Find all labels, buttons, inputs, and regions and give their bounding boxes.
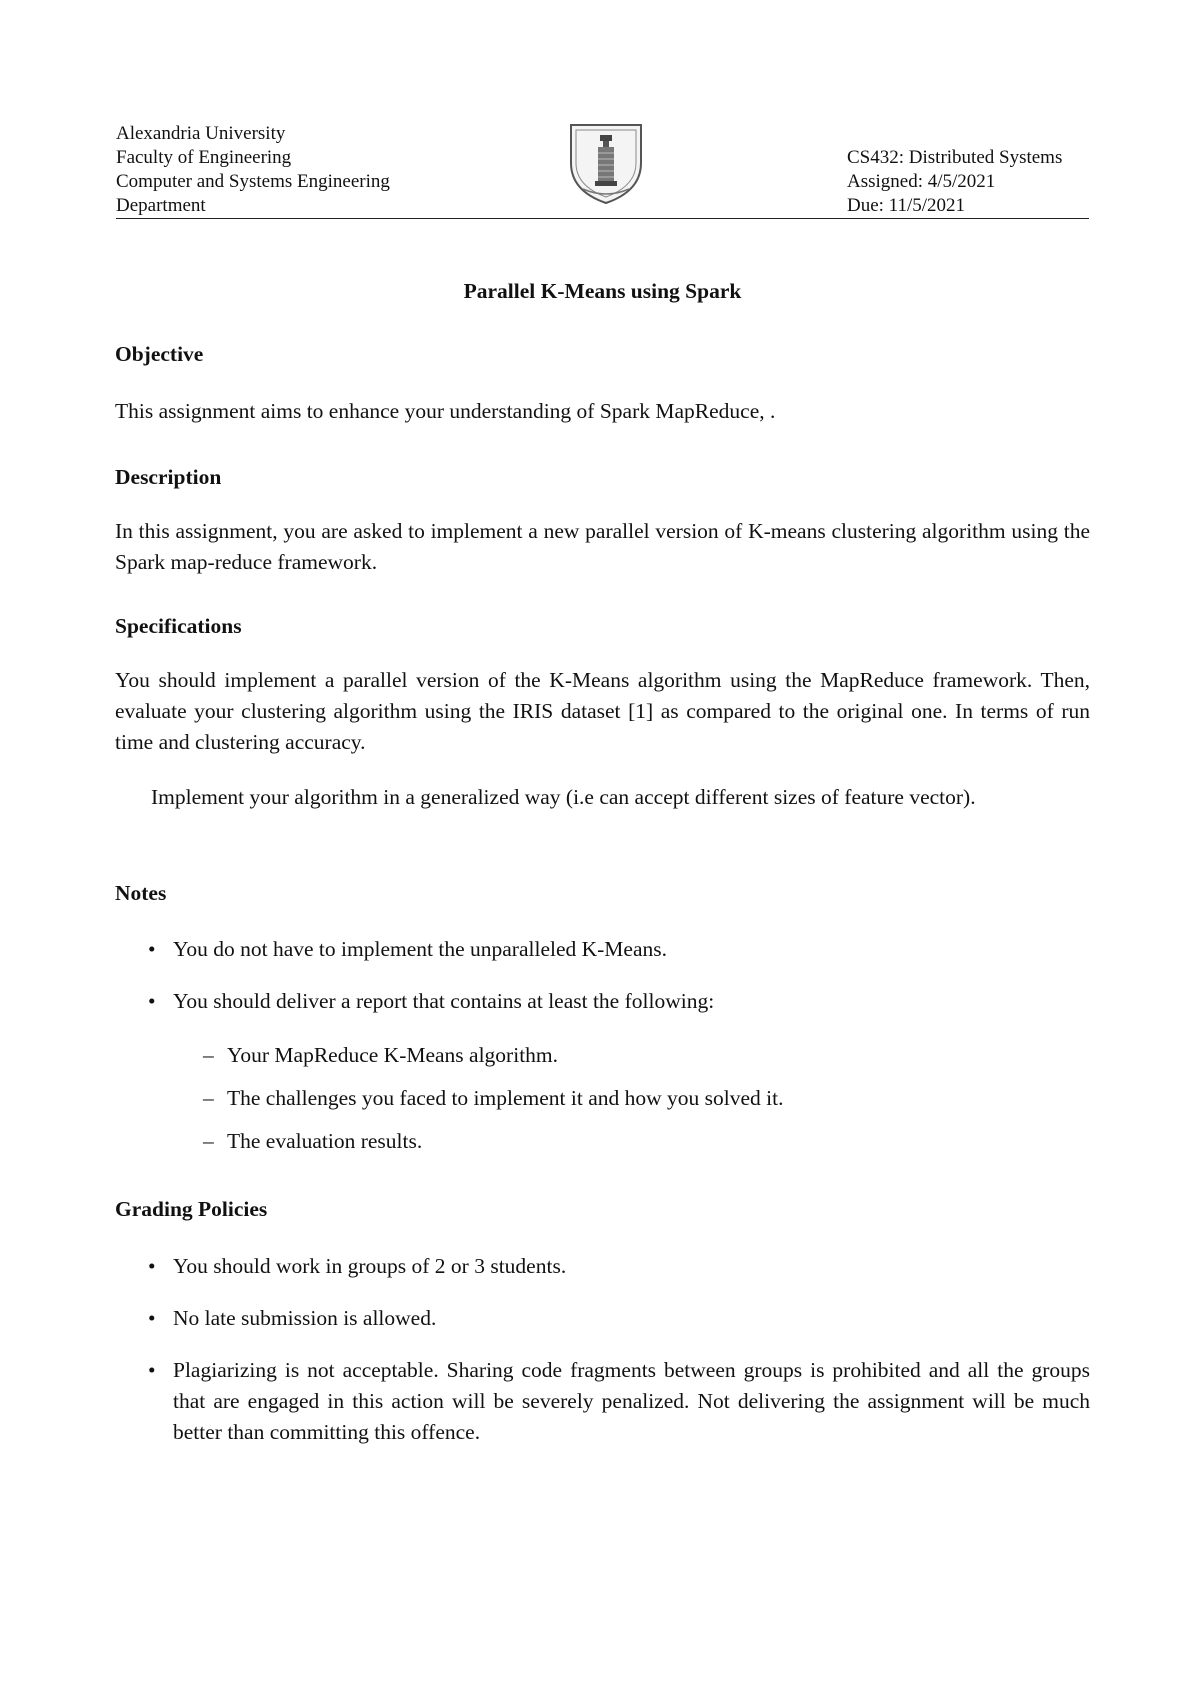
list-item (115, 1251, 1090, 1282)
specifications-generalization-text: Implement your algorithm in a generalized way (i.e can accept different sizes of feature vector). (151, 785, 976, 809)
department-name-line1: Computer and Systems Engineering (116, 171, 390, 192)
list-item (115, 986, 1090, 1017)
assigned-date: Assigned: 4/5/2021 (847, 171, 996, 192)
list-item (115, 934, 1090, 965)
grading-heading: Grading Policies (115, 1197, 268, 1221)
list-item-text: You should work in groups of 2 or 3 students. (173, 1254, 567, 1278)
sub-list-item-text: The evaluation results. (227, 1129, 423, 1153)
dash-icon: – (203, 1043, 214, 1067)
document-header (116, 122, 1089, 219)
description-heading: Description (115, 465, 222, 489)
objective-text: This assignment aims to enhance your understanding of Spark MapReduce, . (115, 399, 776, 423)
list-item-text: Plagiarizing is not acceptable. Sharing code fragments between groups is prohibited and all the groups that are engaged in this action will be severely penalized. Not delivering the assignment will be much better than committing this offence. (173, 1358, 1090, 1444)
list-item-text: You do not have to implement the unparalleled K-Means. (173, 937, 668, 961)
faculty-name: Faculty of Engineering (116, 147, 292, 168)
report-contents-list (115, 1040, 783, 1169)
department-name-line2: Department (116, 195, 206, 216)
bullet-icon: • (148, 989, 156, 1013)
bullet-icon: • (148, 1254, 156, 1278)
specifications-text: You should implement a parallel version of the K-Means algorithm using the MapReduce framework. Then, evaluate your clustering algorithm using the IRIS dataset [1] as compared to the original one. In terms of run time and clustering accuracy. (115, 668, 1090, 754)
notes-list (115, 934, 1090, 1038)
bullet-icon: • (148, 1358, 156, 1382)
institution-block (116, 122, 390, 218)
list-item-text: You should deliver a report that contains at least the following: (173, 989, 715, 1013)
list-item (115, 1355, 1090, 1448)
list-item (115, 1303, 1090, 1334)
university-seal-icon (565, 119, 647, 207)
dash-icon: – (203, 1086, 214, 1110)
objective-heading: Objective (115, 342, 204, 366)
document-title: Parallel K-Means using Spark (463, 279, 742, 303)
specifications-heading: Specifications (115, 614, 242, 638)
sub-list-item-text: Your MapReduce K-Means algorithm. (227, 1043, 559, 1067)
sub-list-item (115, 1040, 783, 1071)
sub-list-item (115, 1083, 783, 1114)
sub-list-item-text: The challenges you faced to implement it and how you solved it. (227, 1086, 784, 1110)
university-name: Alexandria University (116, 123, 286, 144)
list-item-text: No late submission is allowed. (173, 1306, 437, 1330)
bullet-icon: • (148, 1306, 156, 1330)
course-code: CS432: Distributed Systems (847, 147, 1063, 168)
course-info-block (847, 146, 1062, 218)
dash-icon: – (203, 1129, 214, 1153)
notes-heading: Notes (115, 881, 167, 905)
due-date: Due: 11/5/2021 (847, 195, 966, 216)
sub-list-item (115, 1126, 783, 1157)
grading-list (115, 1251, 1090, 1469)
bullet-icon: • (148, 937, 156, 961)
description-text: In this assignment, you are asked to implement a new parallel version of K-means clustering algorithm using the Spark map-reduce framework. (115, 519, 1090, 574)
